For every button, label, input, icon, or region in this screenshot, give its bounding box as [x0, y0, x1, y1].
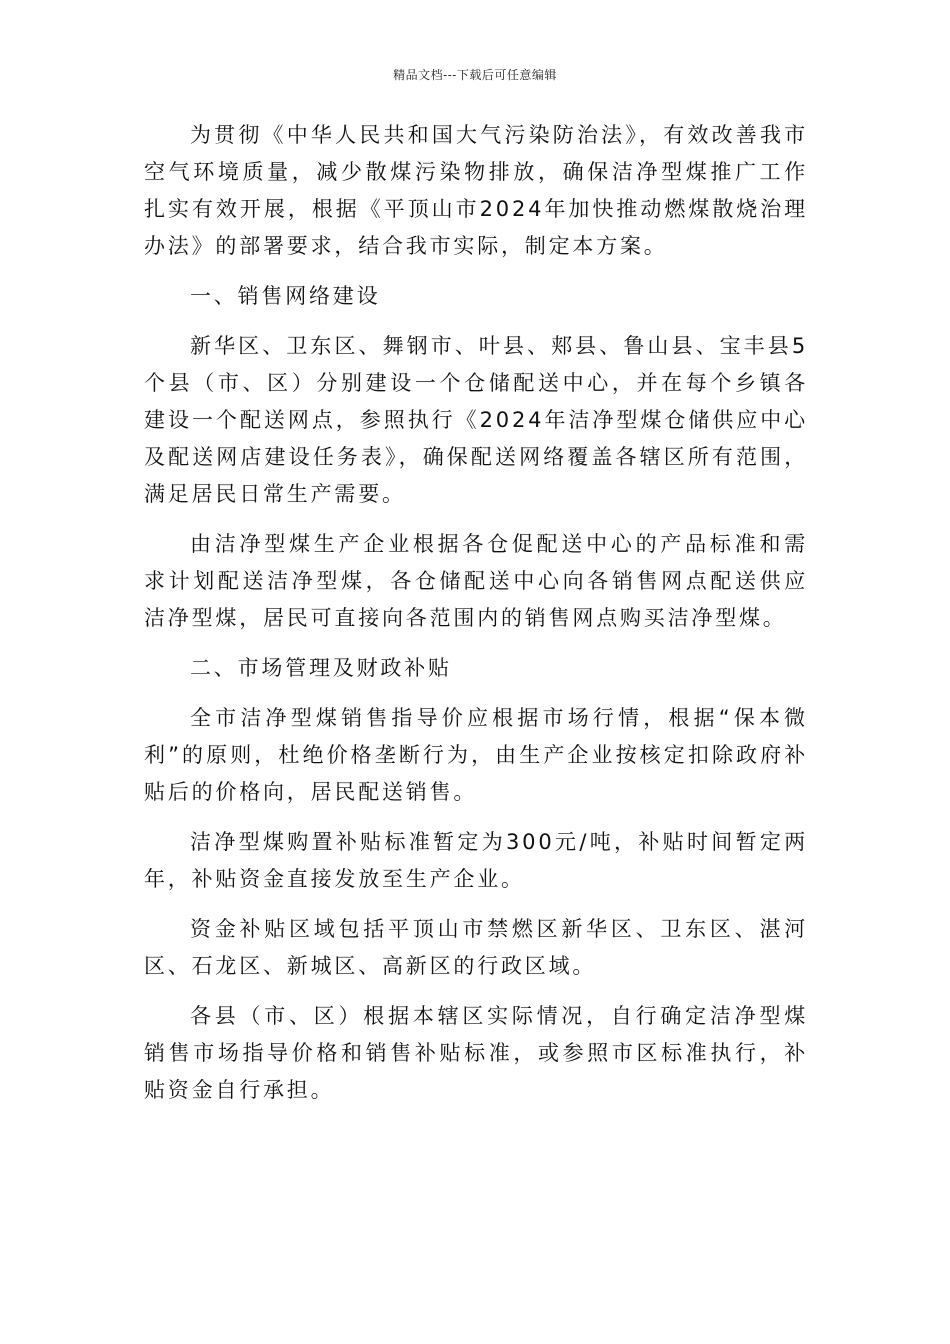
- document-body: [144, 117, 808, 1122]
- market-subsidy-paragraph-4: 各县（市、区）根据本辖区实际情况，自行确定洁净型煤销售市场指导价格和销售补贴标准，或参照市区标准执行，补贴资金自行承担。: [144, 1004, 808, 1102]
- market-subsidy-paragraph-1: 全市洁净型煤销售指导价应根据市场行情，根据“保本微利”的原则，杜绝价格垄断行为，由生产企业按核定扣除政府补贴后的价格向，居民配送销售。: [144, 706, 808, 804]
- sales-network-paragraph-1: 新华区、卫东区、舞钢市、叶县、郏县、鲁山县、宝丰县5个县（市、区）分别建设一个仓储配送中心，并在每个乡镇各建设一个配送网点，参照执行《2024年洁净型煤仓储供应中心及配送网店建设任务表》，确保配送网络覆盖各辖区所有范围，满足居民日常生产需要。: [144, 334, 808, 506]
- section-heading-sales-network: 一、销售网络建设: [190, 284, 381, 308]
- intro-paragraph: 为贯彻《中华人民共和国大气污染防治法》，有效改善我市空气环境质量，减少散煤污染物排放，确保洁净型煤推广工作扎实有效开展，根据《平顶山市2024年加快推动燃煤散烧治理办法》的部署要求，结合我市实际，制定本方案。: [144, 123, 808, 258]
- market-subsidy-paragraph-2: 洁净型煤购置补贴标准暂定为300元/吨，补贴时间暂定两年，补贴资金直接发放至生产企业。: [144, 830, 808, 891]
- page-header: 精品文档---下载后可任意编辑: [393, 68, 557, 82]
- section-heading-market-subsidy: 二、市场管理及财政补贴: [190, 656, 452, 680]
- market-subsidy-paragraph-3: 资金补贴区域包括平顶山市禁燃区新华区、卫东区、湛河区、石龙区、新城区、高新区的行政区域。: [144, 917, 808, 978]
- sales-network-paragraph-2: 由洁净型煤生产企业根据各仓促配送中心的产品标准和需求计划配送洁净型煤，各仓储配送中心向各销售网点配送供应洁净型煤，居民可直接向各范围内的销售网点购买洁净型煤。: [144, 532, 808, 630]
